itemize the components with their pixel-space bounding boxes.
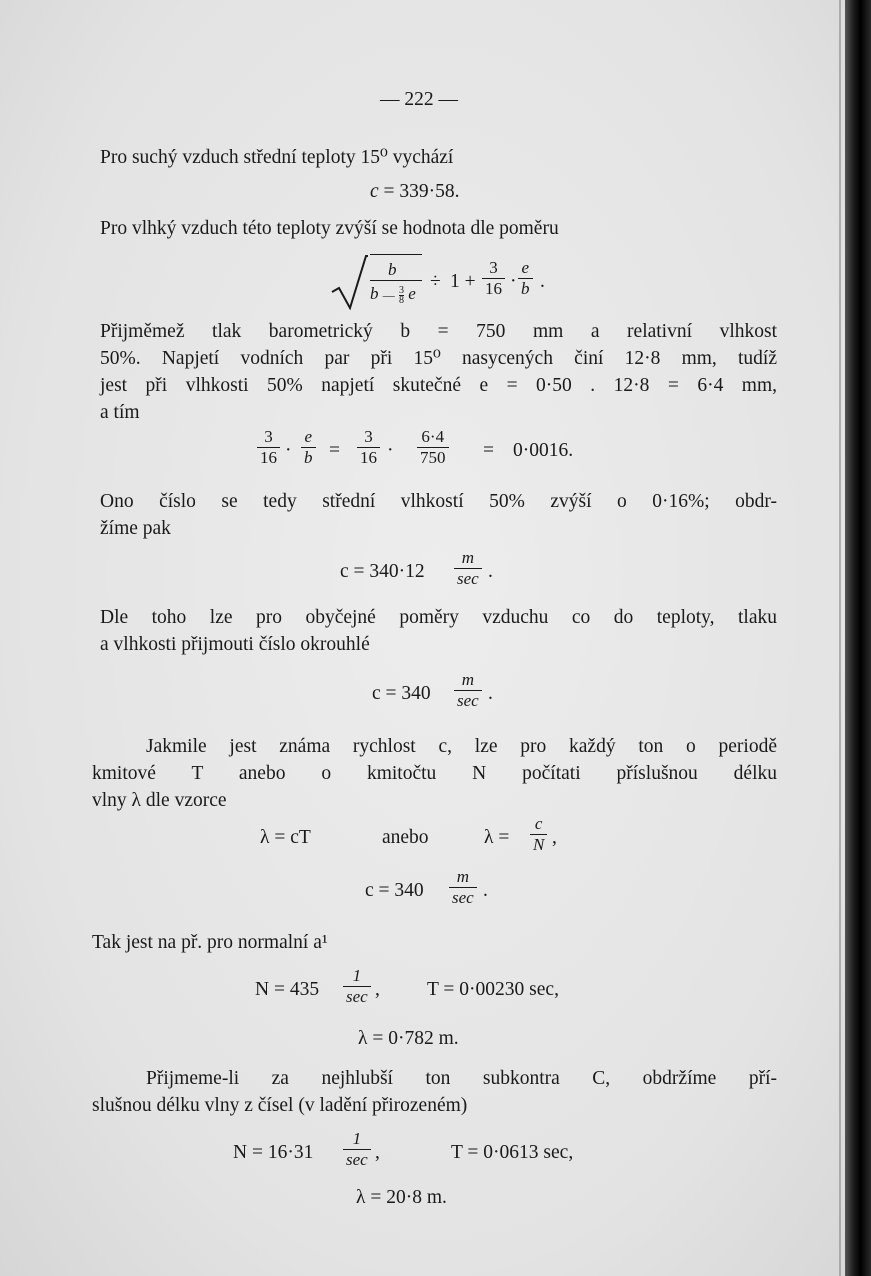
frac-num: m [449,867,477,888]
fraction-3-16 [480,258,507,299]
frac-den: 16 [260,448,277,467]
eq-lhs: N = 16·31 [233,1142,314,1163]
paragraph-line: 50%. Napjetí vodních par při 15⁰ nasycených činí 12·8 mm, tudíž [100,348,777,369]
equation-ratio-value [255,425,615,481]
den-small-frac-num: 3 [399,284,404,296]
paragraph-line: a vlhkosti přijmouti číslo okrouhlé [100,634,370,655]
frac-num: 3 [257,427,280,448]
paragraph-line: kmitové T anebo o kmitočtu N počítati příslušnou délku [92,763,777,784]
paragraph-line: Ono číslo se tedy střední vlhkostí 50% zvýší o 0·16%; obdr- [100,491,777,512]
frac-num: c [530,814,547,835]
eq-value: 339·58. [399,181,460,202]
eq-end: . [540,271,545,292]
paragraph-line: vlny λ dle vzorce [92,790,227,811]
frac-den: N [533,835,545,854]
frac-num: 3 [482,258,505,279]
frac-num: 1 [343,1129,371,1150]
page-number: — 222 — [380,89,458,110]
equation-speed-round-2 [365,865,525,915]
approx-operator: ÷ [430,271,441,292]
frac-den: 750 [420,448,446,467]
frac-den: sec [457,569,479,588]
frac-num: 1 [343,966,371,987]
eq-left: λ = cT [260,827,311,848]
frac-den: sec [457,691,479,710]
frac-den: sec [346,1150,368,1169]
eq-result: 0·0016. [513,440,574,461]
equation-lambda-2: λ = 20·8 m. [356,1187,447,1208]
eq-rhs: T = 0·0613 sec, [451,1142,574,1163]
paragraph-line: Přijmeme-li za nejhlubší ton subkontra C, obdržíme pří- [146,1068,777,1089]
frac-den: b [304,448,313,467]
frac-num: m [454,548,482,569]
frac-den: sec [452,888,474,907]
frac-den: b [521,279,530,298]
eq-operator: = [329,440,340,461]
paragraph-line: žíme pak [100,518,171,539]
one-plus: 1 + [450,271,476,292]
page-edge-binding [845,0,871,1276]
paragraph-line: jest při vlhkosti 50% napjetí skutečné e = 0·50 . 12·8 = 6·4 mm, [100,375,777,396]
paragraph-line: Pro vlhký vzduch této teploty zvýší se hodnota dle poměru [100,218,559,239]
paragraph-line: Přijměmež tlak barometrický b = 750 mm a relativní vlhkost [100,321,777,342]
eq-lhs: N = 435 [255,979,320,1000]
equation-humidity-ratio [330,252,570,312]
equation-wavelength [260,810,620,862]
eq-sep: , [375,1142,380,1163]
eq-operator: = [483,440,494,461]
paragraph-line: Dle toho lze pro obyčejné poměry vzduchu co do teploty, tlaku [100,607,777,628]
eq-symbol: c [370,181,379,202]
frac-den: 16 [360,448,377,467]
sqrt-denominator [370,282,416,307]
equation-speed-humid [340,546,540,596]
den-small-frac-den: 8 [399,294,404,306]
frac-num: e [301,427,316,448]
sqrt-numerator: b [388,260,397,279]
fraction-e-b [516,258,535,299]
dot-operator: · [285,440,292,461]
eq-mid: anebo [382,827,429,848]
paragraph-line: a tím [100,402,140,423]
equation-lambda-1: λ = 0·782 m. [358,1028,459,1049]
equation-subcontra [233,1125,633,1177]
frac-den: sec [346,987,368,1006]
equation-normal-a [255,962,635,1014]
paragraph-line: Jakmile jest známa rychlost c, lze pro každý ton o periodě [146,736,777,757]
den-b: b [370,284,379,303]
dot-operator: · [387,440,394,461]
den-small-frac [399,286,404,305]
page-gutter-shadow [839,0,841,1276]
den-e: e [408,284,416,303]
eq-lhs: c = 340 [372,683,431,704]
eq-sep: , [375,979,380,1000]
frac-num: m [454,670,482,691]
eq-end: , [552,827,557,848]
frac-num: 3 [357,427,380,448]
den-minus: — [382,288,395,302]
equation-speed-round [372,668,532,718]
paragraph-line: Tak jest na př. pro normalní a¹ [92,932,328,953]
frac-num: e [518,258,533,279]
paragraph-line: slušnou délku vlny z čísel (v ladění přirozeném) [92,1095,468,1116]
paragraph-line: Pro suchý vzduch střední teploty 15⁰ vychází [100,147,454,168]
dot-operator: · [510,271,517,292]
sqrt-sign [330,254,368,310]
eq-end: . [488,561,493,582]
eq-lhs: c = 340·12 [340,561,425,582]
eq-rhs: T = 0·00230 sec, [427,979,559,1000]
equation-speed-dry [370,180,460,204]
frac-den: 16 [485,279,502,298]
eq-right: λ = [484,827,510,848]
frac-num: 6·4 [417,427,449,448]
eq-end: . [483,880,488,901]
eq-end: . [488,683,493,704]
eq-lhs: c = 340 [365,880,424,901]
eq-operator: = [383,181,395,202]
